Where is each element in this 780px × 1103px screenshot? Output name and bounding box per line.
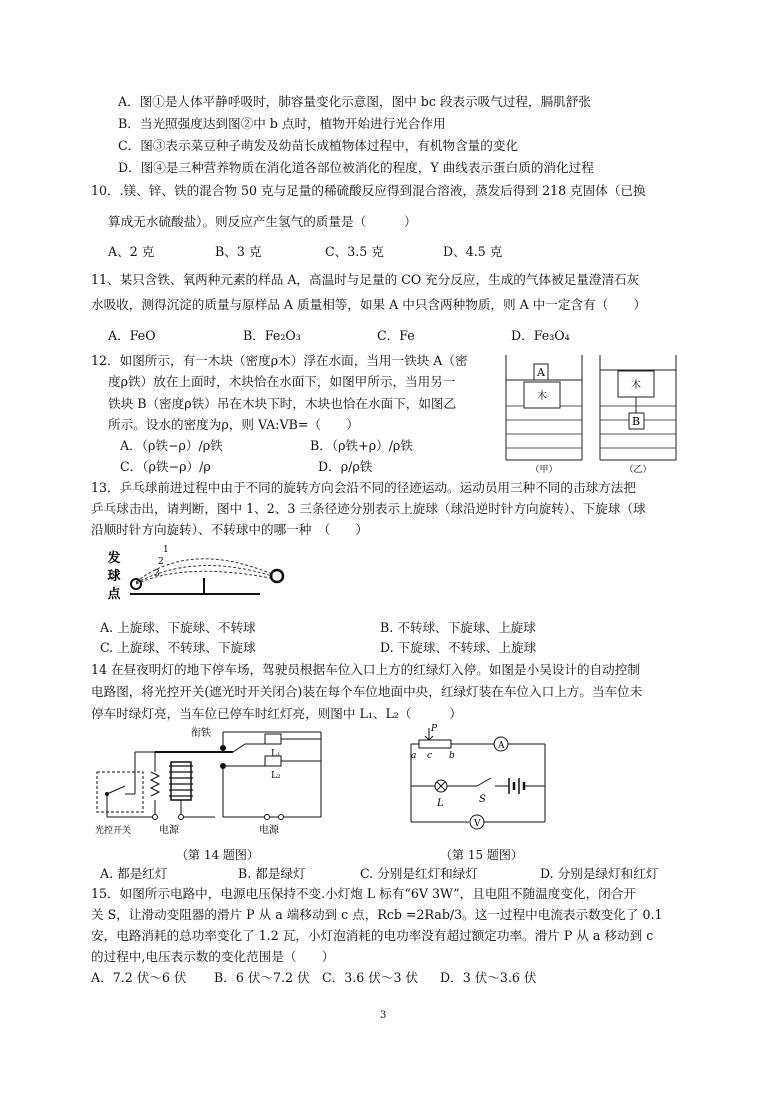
q14-spring (151, 772, 159, 796)
q12-container-yi (600, 355, 676, 460)
q12-option-b: B．（ρ铁+ρ）/ρ铁 (310, 438, 413, 453)
q13-option-a: A. 上旋球、下旋球、不转球 (100, 620, 256, 635)
q12-stem-line3: 铁块 B（密度ρ铁）吊在木块下时，木块也恰在水面下，如图乙 (108, 396, 457, 411)
q14-option-a: A. 都是红灯 (100, 866, 168, 881)
q13-path-label-2: 2 (158, 557, 164, 567)
q12-caption-jia: （甲） (530, 465, 558, 475)
q15-circuit (405, 722, 555, 842)
q15-stem-line3: 安，电路消耗的总功率变化了 1.2 瓦，小灯泡消耗的电功率没有超过额定功率。滑片 P 从 a 移动到 c (91, 928, 654, 943)
q13-path-label-1: 1 (163, 545, 169, 555)
q14-lamp-l1-label: L₁ (271, 749, 281, 759)
q10-option-a: A、2 克 (108, 244, 155, 259)
q15-switch (477, 778, 491, 786)
q11-option-d: D．Fe₃O₄ (511, 328, 570, 343)
q9-option-b: B．当光照强度达到图②中 b 点时，植物开始进行光合作用 (118, 116, 446, 131)
q14-light-switch-box (97, 772, 143, 812)
q13-ball-end (271, 570, 283, 582)
q12-block-a-label: A (537, 366, 545, 379)
q10-option-b: B、3 克 (215, 244, 262, 259)
q13-option-d: D. 下旋球、不转球、上旋球 (380, 640, 537, 655)
q14-switch-label: 光控开关 (95, 826, 132, 836)
q13-serve-label-2: 球 (107, 569, 121, 584)
q11-option-a: A．FeO (108, 328, 156, 343)
q12-block-b-label: B (631, 415, 641, 428)
q10-option-d: D、4.5 克 (443, 244, 503, 259)
q12-wood-label-yi: 木 (631, 380, 641, 391)
q9-option-c: C．图③表示菜豆种子萌发及幼苗长成植物体过程中，有机物含量的变化 (118, 138, 519, 153)
q14-stem-line2: 电路图，将光控开关(遮光时开关闭合)装在每个车位地面中央，红绿灯装在车位入口上方。当车位未 (91, 684, 643, 699)
q13-path-label-3: 3 (154, 569, 160, 579)
q12-option-d: D．ρ/ρ铁 (318, 459, 373, 474)
q12-float-diagram (500, 350, 690, 475)
q13-stem-line2: 乒乓球击出，请判断，图中 1、2、3 三条径迹分别表示上旋球（球沿逆时针方向旋转）、下旋球（球 (91, 501, 646, 516)
q14-relay-circuit (95, 722, 335, 837)
q14-option-c: C. 分别是红灯和绿灯 (360, 866, 478, 881)
q12-option-a: A．（ρ铁−ρ）/ρ铁 (120, 438, 223, 453)
q12-option-c: C．（ρ铁−ρ）/ρ (120, 459, 211, 474)
page-number: 3 (380, 1010, 387, 1021)
q13-serve-label-1: 发 (107, 551, 121, 566)
q15-slider-p: P (431, 724, 438, 734)
q12-caption-yi: （乙） (624, 465, 652, 475)
q12-wood-label-jia: 木 (537, 391, 547, 402)
q13-option-b: B. 不转球、下旋球、上旋球 (380, 620, 536, 635)
q14-figure-caption: （第 14 题图） (176, 848, 259, 862)
q12-stem-line1: 12．如图所示，有一木块（密度ρ木）浮在水面，当用一铁块 A（密 (91, 353, 468, 368)
q13-option-c: C. 上旋球、不转球、下旋球 (100, 640, 256, 655)
q14-stem-line3: 停车时绿灯亮，当车位已停车时红灯亮，则图中 L₁、L₂（ ） (91, 706, 462, 721)
q10-stem-line1: 10．.镁、锌、铁的混合物 50 克与足量的稀硫酸反应得到混合溶液，蒸发后得到 218 克固体（已换 (91, 183, 646, 198)
q15-option-c: C．3.6 伏～3 伏 (322, 970, 419, 985)
q14-power2-label: 电源 (259, 825, 279, 836)
q14-stem-line1: 14 在昼夜明灯的地下停车场，驾驶员根据车位入口上方的红绿灯入停。如图是小吴设计的自动控制 (91, 662, 640, 677)
q9-option-d: D．图④是三种营养物质在消化道各部位被消化的程度，Y 曲线表示蛋白质的消化过程 (118, 160, 594, 175)
q15-terminal-c: c (427, 751, 433, 761)
q15-terminal-a: a (411, 751, 417, 761)
q15-ammeter-label: A (498, 741, 505, 751)
q14-power1-label: 电源 (159, 825, 179, 836)
q14-lamp-l2-label: L₂ (271, 771, 281, 781)
q15-stem-line2: 关 S，让滑动变阻器的滑片 P 从 a 端移动到 c 点，Rcb =2Rab/3。这一过程中电流表示数变化了 0.1 (91, 907, 663, 922)
q15-lamp-label: L (437, 798, 444, 809)
q13-serve-label-3: 点 (107, 587, 121, 602)
q11-option-c: C．Fe (377, 328, 415, 343)
q15-switch-label: S (479, 794, 486, 805)
q11-option-b: B．Fe₂O₃ (243, 328, 301, 343)
q11-stem-line1: 11、某只含铁、氧两种元素的样品 A，高温时与足量的 CO 充分反应，生成的气体被足量澄清石灰 (91, 272, 640, 287)
q14-option-d: D. 分别是绿灯和红灯 (540, 866, 659, 881)
q15-rheostat (419, 740, 451, 748)
q13-stem-line1: 13．乒乓球前进过程中由于不同的旋转方向会沿不同的径迹运动。运动员用三种不同的击球方法把 (91, 480, 636, 495)
q15-option-b: B．6 伏～7.2 伏 (214, 970, 310, 985)
q15-option-a: A．7.2 伏～6 伏 (91, 970, 187, 985)
q15-stem-line4: 的过程中,电压表示数的变化范围是（ ） (91, 949, 335, 964)
q14-option-b: B. 都是绿灯 (238, 866, 306, 881)
q12-stem-line2: 度ρ铁）放在上面时，木块恰在水面下，如图甲所示，当用另一 (108, 374, 456, 389)
q15-voltmeter-label: V (474, 819, 481, 829)
q15-figure-caption: （第 15 题图） (440, 848, 523, 862)
q13-stem-line3: 沿顺时针方向旋转）、不转球中的哪一种 （ ） (91, 522, 369, 537)
q14-armature-label: 衔铁 (191, 728, 211, 739)
q12-stem-line4: 所示。设水的密度为ρ，则 VA:VB=（ ） (108, 417, 359, 432)
q15-terminal-b: b (449, 751, 455, 761)
q10-stem-line2: 算成无水硫酸盐）。则反应产生氢气的质量是（ ） (108, 214, 417, 229)
q14-electromagnet (171, 762, 191, 800)
q9-option-a: A．图①是人体平静呼吸时，肺容量变化示意图，图中 bc 段表示吸气过程，膈肌舒张 (118, 94, 591, 109)
q14-lamp-l1 (265, 734, 281, 744)
q13-trajectory-diagram (100, 540, 300, 608)
q10-option-c: C、3.5 克 (325, 244, 384, 259)
q11-stem-line2: 水吸收，测得沉淀的质量与原样品 A 质量相等，如果 A 中只含两种物质，则 A 中一定含有（ ） (91, 297, 647, 312)
q15-option-d: D．3 伏～3.6 伏 (440, 970, 537, 985)
q15-stem-line1: 15．如图所示电路中，电源电压保持不变.小灯炮 L 标有“6V 3W”，且电阻不随温度变化，闭合开 (91, 886, 636, 901)
